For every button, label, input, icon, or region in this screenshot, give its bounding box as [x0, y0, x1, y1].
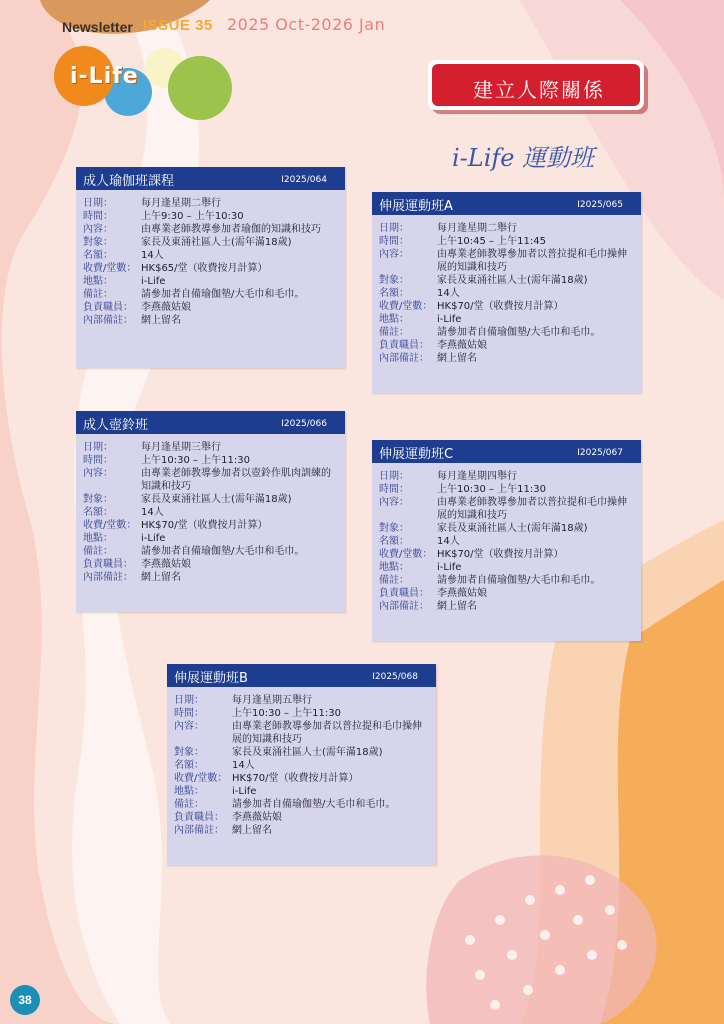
detail-value: 李燕薇姑娘	[437, 588, 487, 599]
detail-row	[83, 519, 339, 532]
detail-row	[83, 441, 339, 454]
detail-value: 由專業老師教導參加者瑜伽的知識和技巧	[141, 224, 321, 235]
detail-label: 負責職員：	[83, 302, 133, 313]
section-title: i-Life 運動班	[452, 144, 595, 172]
detail-value: 上午9:30 – 上午10:30	[141, 211, 244, 222]
detail-label: 時間：	[379, 484, 409, 495]
detail-label: 收費/堂數：	[379, 549, 433, 560]
detail-value: 每月逢星期四舉行	[437, 471, 517, 482]
detail-label: 內容：	[174, 721, 204, 732]
detail-label: 備註：	[83, 546, 113, 557]
detail-row	[83, 249, 339, 262]
card-code: I2025/066	[281, 419, 327, 429]
detail-row	[83, 467, 339, 493]
detail-label: 內部備註：	[174, 825, 224, 836]
detail-row	[83, 223, 339, 236]
detail-value: 每月逢星期五舉行	[232, 695, 312, 706]
detail-label: 對象：	[379, 275, 409, 286]
detail-value: 李燕薇姑娘	[232, 812, 282, 823]
card-title: 成人壺鈴班	[83, 418, 149, 433]
card-details	[167, 687, 436, 845]
detail-row	[379, 496, 635, 522]
detail-label: 內容：	[379, 497, 409, 508]
detail-row	[83, 301, 339, 314]
detail-label: 內部備註：	[83, 572, 133, 583]
detail-row	[379, 483, 635, 496]
detail-value: 由專業老師教導參加者以壺鈴作肌肉訓練的知識和技巧	[141, 468, 331, 492]
course-card-stretch-a	[372, 192, 641, 393]
detail-label: 地點：	[379, 314, 409, 325]
detail-row	[83, 262, 339, 275]
detail-label: 收費/堂數：	[174, 773, 228, 784]
detail-value: 每月逢星期二舉行	[437, 223, 517, 234]
detail-row	[379, 222, 635, 235]
detail-label: 地點：	[83, 533, 113, 544]
card-code: I2025/064	[281, 175, 327, 185]
card-title: 伸展運動班B	[174, 671, 248, 686]
detail-label: 負責職員：	[174, 812, 224, 823]
detail-row	[174, 707, 430, 720]
detail-label: 內部備註：	[379, 353, 429, 364]
detail-value: 由專業老師教導參加者以普拉提和毛巾操伸展的知識和技巧	[437, 249, 627, 273]
detail-label: 負責職員：	[379, 588, 429, 599]
detail-label: 名額：	[174, 760, 204, 771]
detail-value: 上午10:30 – 上午11:30	[232, 708, 341, 719]
date-range: 2025 Oct-2026 Jan	[227, 15, 386, 34]
detail-value: 請參加者自備瑜伽墊/大毛巾和毛巾。	[141, 546, 305, 557]
detail-label: 收費/堂數：	[83, 520, 137, 531]
detail-label: 內容：	[83, 468, 113, 479]
detail-value: 上午10:30 – 上午11:30	[437, 484, 546, 495]
card-details	[372, 215, 641, 373]
detail-row	[83, 493, 339, 506]
detail-label: 時間：	[83, 211, 113, 222]
detail-value: 網上留名	[141, 572, 181, 583]
detail-value: 家長及東涌社區人士(需年滿18歲)	[141, 494, 292, 505]
detail-label: 時間：	[83, 455, 113, 466]
card-header	[372, 192, 641, 215]
card-details	[76, 190, 345, 335]
detail-value: 由專業老師教導參加者以普拉提和毛巾操伸展的知識和技巧	[437, 497, 627, 521]
detail-value: 請參加者自備瑜伽墊/大毛巾和毛巾。	[437, 575, 601, 586]
detail-value: 網上留名	[141, 315, 181, 326]
detail-label: 備註：	[174, 799, 204, 810]
detail-row	[379, 235, 635, 248]
card-title: 成人瑜伽班課程	[83, 174, 175, 189]
detail-row	[379, 548, 635, 561]
detail-value: 請參加者自備瑜伽墊/大毛巾和毛巾。	[141, 289, 305, 300]
detail-row	[379, 248, 635, 274]
detail-value: 14人	[232, 760, 255, 771]
detail-value: i-Life	[141, 276, 166, 287]
course-card-stretch-c	[372, 440, 641, 641]
detail-label: 名額：	[379, 536, 409, 547]
page-number: 38	[10, 985, 40, 1015]
detail-label: 名額：	[83, 250, 113, 261]
detail-label: 內容：	[379, 249, 409, 260]
detail-value: 請參加者自備瑜伽墊/大毛巾和毛巾。	[232, 799, 396, 810]
detail-label: 對象：	[83, 494, 113, 505]
detail-label: 負責職員：	[83, 559, 133, 570]
detail-value: 李燕薇姑娘	[437, 340, 487, 351]
detail-label: 名額：	[83, 507, 113, 518]
detail-row	[83, 532, 339, 545]
detail-value: HK$70/堂（收費按月計算）	[141, 520, 268, 531]
detail-label: 地點：	[83, 276, 113, 287]
detail-label: 日期：	[83, 442, 113, 453]
detail-row	[174, 772, 430, 785]
detail-value: 上午10:30 – 上午11:30	[141, 455, 250, 466]
detail-value: i-Life	[232, 786, 257, 797]
detail-label: 收費/堂數：	[379, 301, 433, 312]
card-details	[372, 463, 641, 621]
course-card-stretch-b	[167, 664, 436, 865]
detail-row	[83, 210, 339, 223]
detail-row	[83, 288, 339, 301]
detail-label: 對象：	[379, 523, 409, 534]
detail-label: 對象：	[83, 237, 113, 248]
detail-value: 請參加者自備瑜伽墊/大毛巾和毛巾。	[437, 327, 601, 338]
detail-label: 時間：	[379, 236, 409, 247]
card-code: I2025/067	[577, 448, 623, 458]
banner-title: 建立人際關係	[473, 78, 605, 102]
detail-row	[174, 811, 430, 824]
detail-row	[83, 545, 339, 558]
detail-row	[83, 314, 339, 327]
detail-row	[379, 587, 635, 600]
detail-row	[379, 522, 635, 535]
card-header	[76, 167, 345, 190]
detail-value: 14人	[437, 288, 460, 299]
card-code: I2025/068	[372, 672, 418, 682]
card-header	[76, 411, 345, 434]
detail-value: 家長及東涌社區人士(需年滿18歲)	[141, 237, 292, 248]
detail-value: 網上留名	[437, 353, 477, 364]
detail-row	[83, 197, 339, 210]
detail-label: 備註：	[379, 575, 409, 586]
detail-row	[174, 694, 430, 707]
detail-label: 地點：	[379, 562, 409, 573]
detail-value: i-Life	[437, 562, 462, 573]
detail-row	[379, 574, 635, 587]
card-header	[372, 440, 641, 463]
card-details	[76, 434, 345, 592]
detail-value: 每月逢星期三舉行	[141, 442, 221, 453]
detail-label: 對象：	[174, 747, 204, 758]
detail-row	[83, 236, 339, 249]
detail-label: 名額：	[379, 288, 409, 299]
detail-label: 備註：	[83, 289, 113, 300]
detail-row	[379, 561, 635, 574]
detail-value: 家長及東涌社區人士(需年滿18歲)	[437, 275, 588, 286]
detail-label: 日期：	[83, 198, 113, 209]
detail-row	[83, 454, 339, 467]
detail-row	[83, 558, 339, 571]
detail-value: 網上留名	[437, 601, 477, 612]
logo-text: i-Life	[70, 64, 139, 89]
detail-row	[83, 275, 339, 288]
detail-value: i-Life	[437, 314, 462, 325]
course-card-yoga	[76, 167, 345, 368]
detail-row	[174, 720, 430, 746]
newsletter-label: Newsletter	[62, 19, 133, 35]
detail-label: 日期：	[174, 695, 204, 706]
detail-label: 內部備註：	[379, 601, 429, 612]
issue-label: ISSUE 35	[143, 17, 213, 34]
detail-value: HK$70/堂（收費按月計算）	[437, 549, 564, 560]
card-code: I2025/065	[577, 200, 623, 210]
detail-row	[379, 287, 635, 300]
detail-value: HK$65/堂（收費按月計算）	[141, 263, 268, 274]
card-title: 伸展運動班C	[379, 447, 454, 462]
detail-row	[379, 300, 635, 313]
detail-value: 14人	[141, 250, 164, 261]
detail-row	[174, 759, 430, 772]
detail-value: 李燕薇姑娘	[141, 559, 191, 570]
detail-row	[379, 352, 635, 365]
detail-row	[379, 339, 635, 352]
detail-row	[174, 824, 430, 837]
detail-value: HK$70/堂（收費按月計算）	[437, 301, 564, 312]
detail-label: 負責職員：	[379, 340, 429, 351]
detail-row	[174, 746, 430, 759]
detail-value: 14人	[437, 536, 460, 547]
detail-row	[379, 600, 635, 613]
detail-row	[174, 798, 430, 811]
detail-row	[379, 274, 635, 287]
detail-row	[379, 313, 635, 326]
course-card-kettlebell	[76, 411, 345, 612]
detail-value: 每月逢星期二舉行	[141, 198, 221, 209]
detail-label: 收費/堂數：	[83, 263, 137, 274]
detail-value: 網上留名	[232, 825, 272, 836]
detail-row	[379, 535, 635, 548]
detail-label: 內容：	[83, 224, 113, 235]
detail-value: 家長及東涌社區人士(需年滿18歲)	[232, 747, 383, 758]
detail-label: 備註：	[379, 327, 409, 338]
card-header	[167, 664, 436, 687]
detail-value: 上午10:45 – 上午11:45	[437, 236, 546, 247]
detail-value: 李燕薇姑娘	[141, 302, 191, 313]
detail-label: 日期：	[379, 223, 409, 234]
detail-value: 由專業老師教導參加者以普拉提和毛巾操伸展的知識和技巧	[232, 721, 422, 745]
detail-value: 14人	[141, 507, 164, 518]
detail-value: i-Life	[141, 533, 166, 544]
detail-label: 地點：	[174, 786, 204, 797]
detail-value: 家長及東涌社區人士(需年滿18歲)	[437, 523, 588, 534]
detail-row	[83, 571, 339, 584]
card-title: 伸展運動班A	[379, 199, 453, 214]
detail-value: HK$70/堂（收費按月計算）	[232, 773, 359, 784]
detail-row	[379, 326, 635, 339]
detail-label: 時間：	[174, 708, 204, 719]
detail-label: 日期：	[379, 471, 409, 482]
detail-row	[379, 470, 635, 483]
detail-row	[174, 785, 430, 798]
detail-label: 內部備註：	[83, 315, 133, 326]
detail-row	[83, 506, 339, 519]
